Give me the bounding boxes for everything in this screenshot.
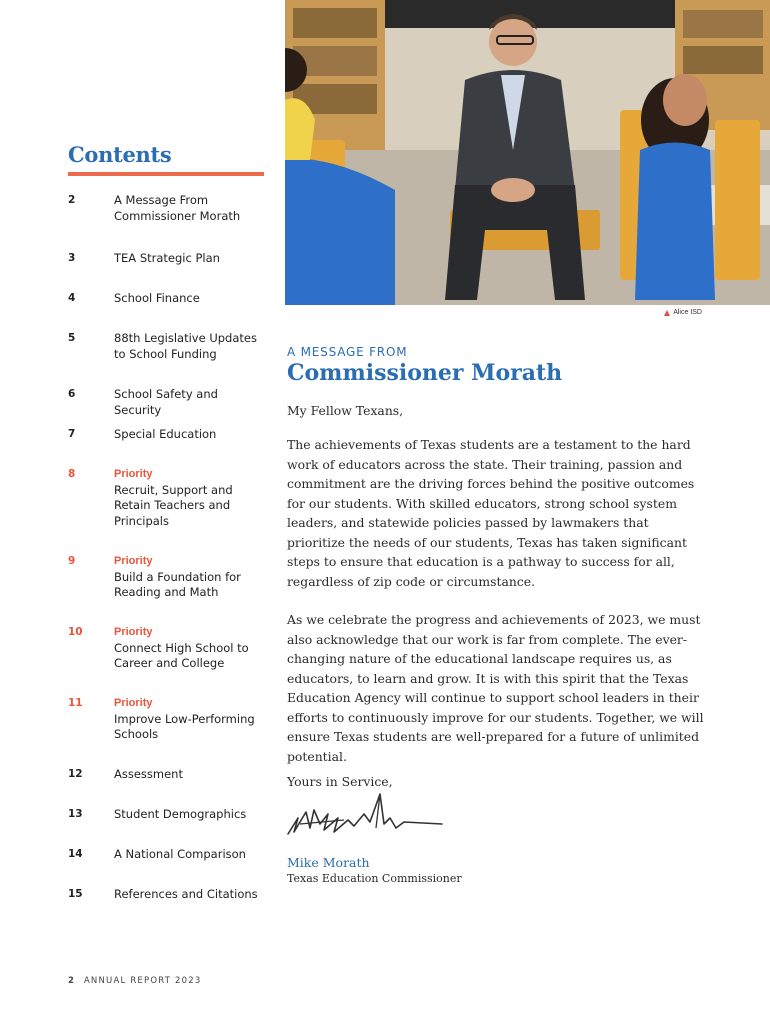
toc-priority-label: Priority (114, 697, 153, 709)
toc-page-number: 12 (68, 768, 83, 780)
toc-entry (114, 291, 264, 307)
footer-page-number: 2 (68, 976, 74, 986)
toc-item[interactable] (68, 807, 268, 823)
toc-item[interactable] (68, 696, 268, 743)
toc-page-number: 8 (68, 468, 76, 480)
toc-item[interactable] (68, 291, 268, 307)
handwritten-signature (284, 784, 454, 844)
toc-item[interactable] (68, 193, 268, 224)
toc-entry (114, 193, 264, 224)
toc-entry (114, 887, 264, 903)
footer-label: ANNUAL REPORT 2023 (83, 976, 202, 986)
toc-entry (114, 625, 264, 672)
toc-item[interactable] (68, 387, 268, 418)
toc-label: Special Education (114, 427, 217, 441)
letter-paragraph-1: The achievements of Texas students are a testament to the hard work of educators across the state. Their training, passion and commitment are the driving forces behind the positive outcomes for our students. With skilled educators, strong school system leaders, and statewide policies passed by lawmakers that prioritize the needs of our students, Texas has taken significant steps to ensure that education is a pathway to success for all, regardless of zip code or circumstance. (287, 437, 695, 589)
photo-credit (664, 309, 702, 316)
toc-entry (114, 767, 264, 783)
toc-label: Build a Foundation for Reading and Math (114, 569, 241, 599)
toc-page-number: 4 (68, 292, 76, 304)
toc-entry (114, 331, 264, 362)
toc-item[interactable] (68, 251, 268, 267)
toc-page-number: 10 (68, 626, 83, 638)
letter-title: Commissioner Morath (287, 360, 563, 386)
toc-priority-label: Priority (114, 555, 153, 567)
contents-title: Contents (68, 142, 172, 167)
toc-label: School Safety and Security (114, 387, 218, 417)
toc-page-number: 6 (68, 388, 76, 400)
toc-label: Assessment (114, 767, 183, 781)
toc-item[interactable] (68, 427, 268, 443)
toc-entry (114, 427, 264, 443)
toc-priority-label: Priority (114, 468, 153, 480)
toc-entry (114, 467, 264, 529)
toc-page-number: 7 (68, 428, 76, 440)
toc-label: TEA Strategic Plan (114, 251, 220, 265)
toc-entry (114, 807, 264, 823)
toc-page-number: 3 (68, 252, 76, 264)
toc-label: 88th Legislative Updates to School Funding (114, 331, 257, 361)
classroom-photo (285, 0, 770, 305)
toc-label: Connect High School to Career and College (114, 640, 249, 670)
toc-label: A Message From Commissioner Morath (114, 193, 241, 223)
signer-title: Texas Education Commissioner (287, 872, 462, 885)
toc-page-number: 2 (68, 194, 76, 206)
toc-page-number: 5 (68, 332, 76, 344)
toc-entry (114, 847, 264, 863)
toc-label: Improve Low-Performing Schools (114, 711, 255, 741)
toc-item[interactable] (68, 847, 268, 863)
toc-priority-label: Priority (114, 626, 153, 638)
toc-item[interactable] (68, 625, 268, 672)
letter-greeting: My Fellow Texans, (287, 403, 404, 418)
letter-kicker: A MESSAGE FROM (287, 345, 408, 359)
toc-entry (114, 554, 264, 601)
contents-divider (68, 172, 264, 176)
toc-entry (114, 387, 264, 418)
toc-item[interactable] (68, 767, 268, 783)
signer-name: Mike Morath (287, 855, 370, 870)
toc-label: A National Comparison (114, 847, 246, 861)
toc-label: School Finance (114, 291, 200, 305)
toc-page-number: 14 (68, 848, 83, 860)
toc-label: Recruit, Support and Retain Teachers and Principals (114, 482, 233, 528)
toc-label: References and Citations (114, 887, 258, 901)
toc-page-number: 15 (68, 888, 83, 900)
photo-credit-text: Alice ISD (673, 309, 702, 316)
toc-item[interactable] (68, 554, 268, 601)
toc-item[interactable] (68, 467, 268, 529)
toc-label: Student Demographics (114, 807, 247, 821)
page-footer (68, 976, 201, 986)
toc-page-number: 11 (68, 697, 83, 709)
letter-closing: Yours in Service, (287, 774, 393, 789)
triangle-marker-icon (664, 310, 670, 316)
toc-page-number: 9 (68, 555, 76, 567)
toc-page-number: 13 (68, 808, 83, 820)
toc-entry (114, 696, 264, 743)
toc-item[interactable] (68, 887, 268, 903)
letter-paragraph-2: As we celebrate the progress and achievements of 2023, we must also acknowledge that our work is far from complete. The ever-changing nature of the educational landscape requires us, as educators, to learn and grow. It is with this spirit that the Texas Education Agency will continue to support school leaders in their efforts to continuously improve for our students. Together, we will ensure Texas students are well-prepared for a future of unlimited potential. (287, 612, 704, 764)
toc-item[interactable] (68, 331, 268, 362)
toc-entry (114, 251, 264, 267)
